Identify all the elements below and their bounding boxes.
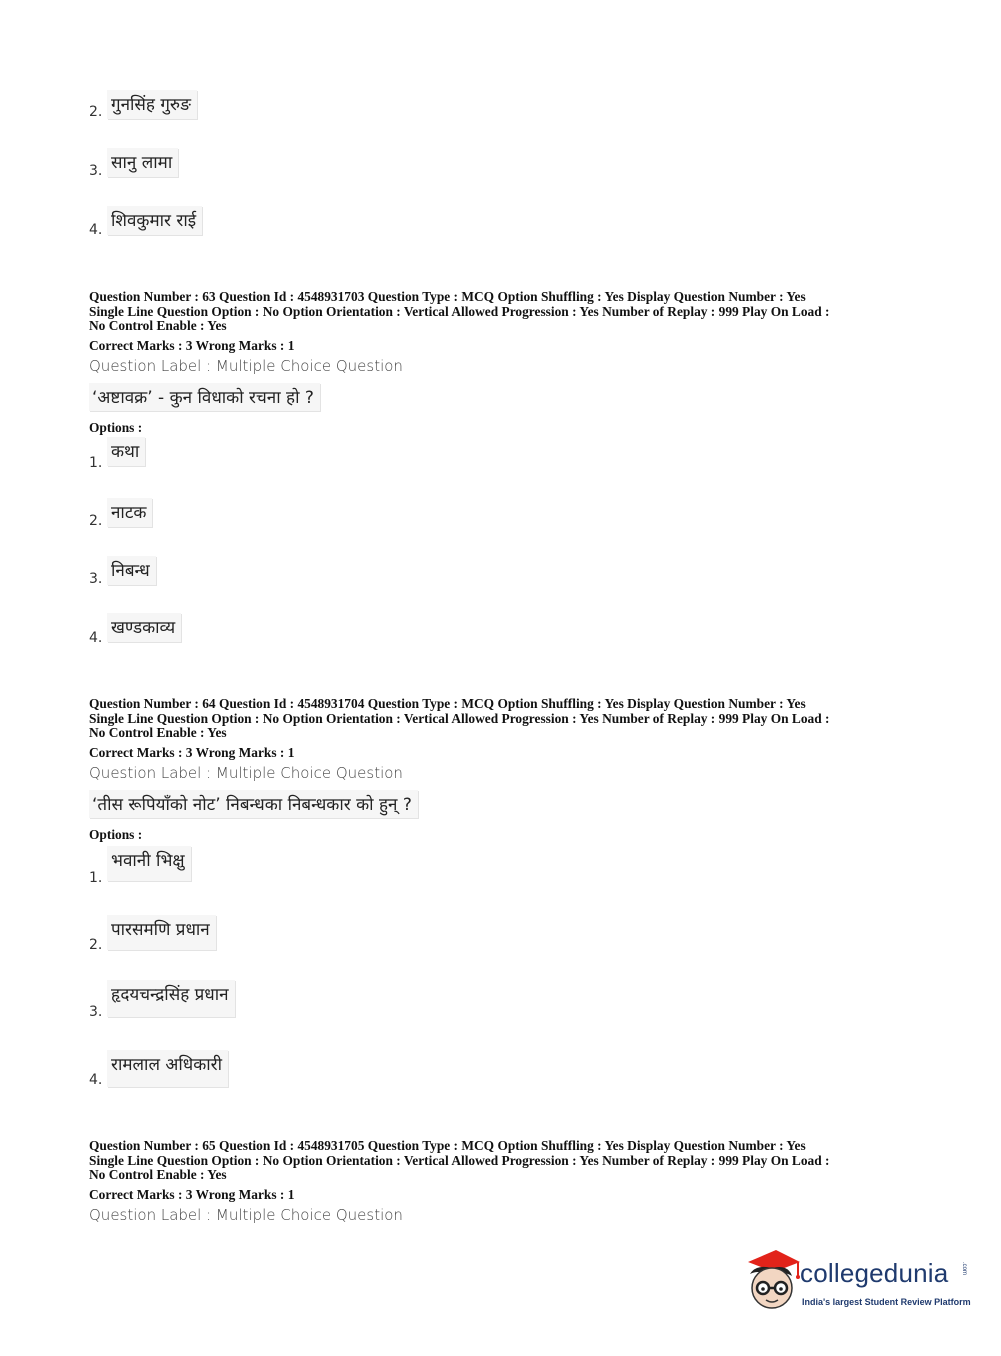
option-text: खण्डकाव्य	[107, 613, 181, 642]
options-label: Options :	[89, 827, 143, 842]
option-text: पारसमणि प्रधान	[107, 915, 216, 950]
meta-line: Question Number : 63 Question Id : 4548931703 Question Type : MCQ Option Shuffling : Yes Display Question Number : Yes	[89, 289, 806, 304]
option-number: 3.	[89, 1004, 103, 1020]
option-number: 2.	[89, 104, 103, 120]
question-marks: Correct Marks : 3 Wrong Marks : 1	[89, 1187, 295, 1202]
option-text: गुनसिंह गुरुङ	[107, 90, 197, 119]
option-text: रामलाल अधिकारी	[107, 1050, 228, 1087]
question-label: Question Label : Multiple Choice Question	[89, 357, 403, 375]
meta-line: No Control Enable : Yes	[89, 725, 227, 740]
option-number: 4.	[89, 1072, 103, 1088]
question-label: Question Label : Multiple Choice Question	[89, 764, 403, 782]
meta-line: Single Line Question Option : No Option Orientation : Vertical Allowed Progression : Yes Number of Replay : 999 Play On Load :	[89, 303, 830, 319]
meta-line: Single Line Question Option : No Option Orientation : Vertical Allowed Progression : Yes Number of Replay : 999 Play On Load :	[89, 1152, 830, 1168]
option-text: भवानी भिक्षु	[107, 846, 191, 881]
question-text: ‘अष्टावक्र’ - कुन विधाको रचना हो ?	[89, 383, 320, 411]
option-text: निबन्ध	[107, 556, 156, 585]
option-number: 3.	[89, 163, 103, 179]
options-label: Options :	[89, 420, 143, 435]
option-number: 3.	[89, 571, 103, 587]
mascot-icon	[742, 1248, 802, 1316]
meta-line: No Control Enable : Yes	[89, 318, 227, 333]
meta-line: Question Number : 65 Question Id : 4548931705 Question Type : MCQ Option Shuffling : Yes Display Question Number : Yes	[89, 1138, 806, 1153]
option-number: 4.	[89, 222, 103, 238]
question-label: Question Label : Multiple Choice Question	[89, 1206, 403, 1224]
option-text: कथा	[107, 437, 145, 466]
option-text: शिवकुमार राई	[107, 206, 202, 235]
meta-line: Single Line Question Option : No Option Orientation : Vertical Allowed Progression : Yes Number of Replay : 999 Play On Load :	[89, 710, 830, 726]
option-text: सानु लामा	[107, 148, 178, 177]
option-number: 2.	[89, 937, 103, 953]
question-metadata	[89, 1139, 919, 1183]
option-number: 1.	[89, 455, 103, 471]
collegedunia-logo	[742, 1248, 972, 1318]
question-metadata	[89, 697, 919, 741]
option-text: हृदयचन्द्रसिंह प्रधान	[107, 980, 235, 1017]
option-number: 1.	[89, 870, 103, 886]
option-number: 4.	[89, 630, 103, 646]
option-text: नाटक	[107, 498, 152, 527]
meta-line: No Control Enable : Yes	[89, 1167, 227, 1182]
logo-wordmark: collegedunia	[800, 1258, 949, 1288]
logo-tagline: India's largest Student Review Platform	[802, 1297, 971, 1307]
question-metadata	[89, 290, 919, 334]
option-number: 2.	[89, 513, 103, 529]
question-marks: Correct Marks : 3 Wrong Marks : 1	[89, 745, 295, 760]
logo-suffix: .com	[961, 1262, 967, 1276]
meta-line: Question Number : 64 Question Id : 4548931704 Question Type : MCQ Option Shuffling : Yes Display Question Number : Yes	[89, 696, 806, 711]
question-marks: Correct Marks : 3 Wrong Marks : 1	[89, 338, 295, 353]
question-text: ‘तीस रूपियाँको नोट’ निबन्धका निबन्धकार को हुन् ?	[89, 790, 418, 818]
